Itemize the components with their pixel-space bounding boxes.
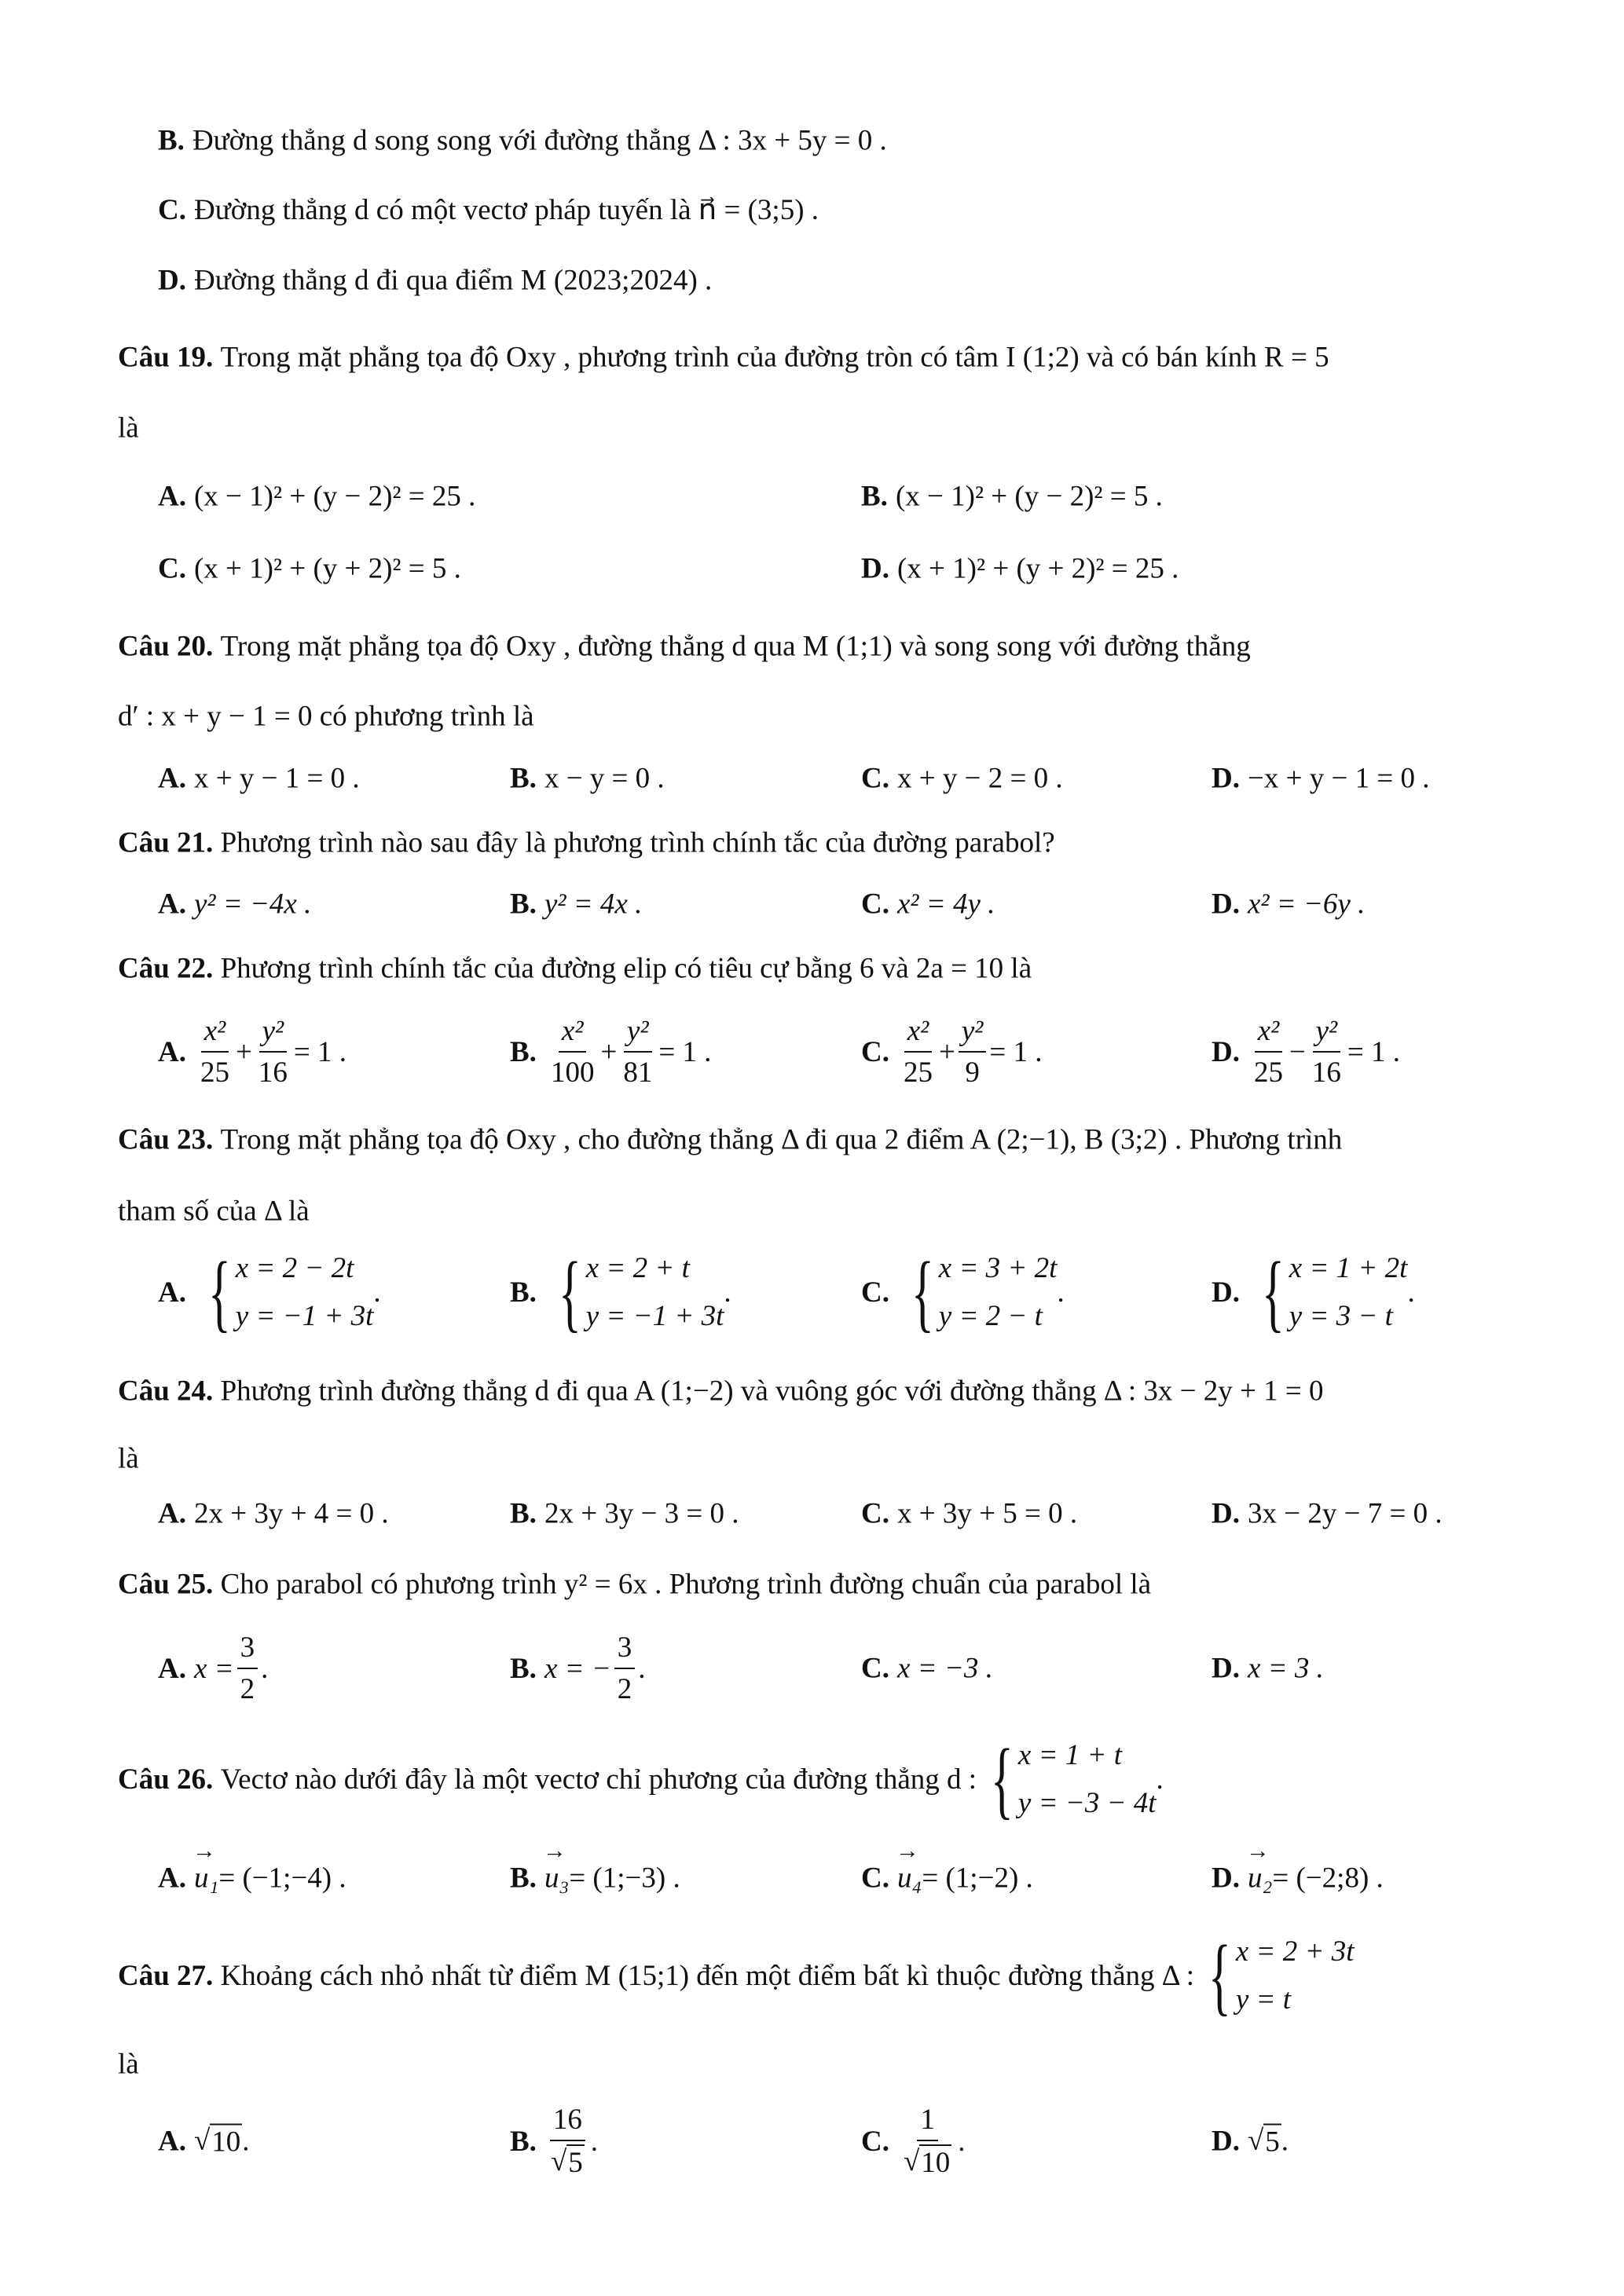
option-label: C. — [861, 1652, 889, 1685]
option-label: C. — [861, 1862, 889, 1895]
brace-icon: { — [1261, 1244, 1285, 1340]
prev-option-d — [158, 264, 712, 298]
numerator: x² — [559, 1014, 587, 1053]
punctuation: . — [261, 1652, 269, 1685]
numerator: y² — [259, 1014, 288, 1053]
numerator: 3 — [237, 1631, 258, 1669]
question-27-stem-cont: là — [118, 2048, 139, 2081]
question-20-stem-cont: d′ : x + y − 1 = 0 có phương trình là — [118, 700, 534, 733]
option-text: 2x + 3y + 4 = 0 . — [193, 1497, 389, 1530]
radicand: 5 — [1263, 2124, 1281, 2159]
option-text: = (−1;−4) . — [218, 1862, 346, 1895]
radical-icon: √ — [903, 2145, 920, 2177]
option-text: (x + 1)² + (y + 2)² = 25 . — [896, 552, 1179, 585]
option-text: x = 3 . — [1247, 1652, 1324, 1685]
q21-option-a — [158, 888, 311, 921]
option-label: C. — [861, 2125, 889, 2158]
option-label: B. — [510, 1497, 537, 1530]
question-20-stem — [118, 630, 1251, 664]
radicand: 5 — [566, 2144, 585, 2180]
option-label: D. — [1212, 1035, 1240, 1068]
question-19-stem — [118, 341, 1329, 375]
equation-system — [549, 1244, 724, 1340]
radical-icon: √ — [1247, 2124, 1264, 2157]
option-label: C. — [861, 1035, 889, 1068]
equation-row: y = −3 − 4t — [1017, 1787, 1157, 1819]
option-label: D. — [1212, 1862, 1240, 1895]
q24-option-c — [861, 1497, 1077, 1531]
punctuation: . — [373, 1276, 381, 1309]
option-label: A. — [158, 1652, 186, 1685]
denominator: 16 — [1311, 1056, 1341, 1089]
question-text: Khoảng cách nhỏ nhất từ điểm M (15;1) đến một điểm bất kì thuộc đường thẳng Δ : — [220, 1959, 1195, 1992]
fraction — [1309, 1014, 1344, 1089]
question-21-stem — [118, 826, 1055, 860]
option-text: = (1;−2) . — [922, 1862, 1033, 1895]
numerator: x² — [904, 1014, 933, 1053]
option-label: A. — [158, 762, 186, 795]
option-label: A. — [158, 1276, 186, 1309]
question-text: Trong mặt phẳng tọa độ Oxy , cho đường thẳng Δ đi qua 2 điểm A (2;−1), B (3;2) . Phương trình — [220, 1123, 1343, 1156]
equation-row: x = 1 + 2t — [1289, 1252, 1408, 1284]
square-root — [900, 2141, 955, 2180]
q22-option-b — [510, 1014, 711, 1089]
brace-icon: { — [990, 1731, 1014, 1827]
option-text: 2x + 3y − 3 = 0 . — [544, 1497, 739, 1530]
brace-icon: { — [1208, 1928, 1231, 2023]
equation-system — [1252, 1244, 1408, 1340]
option-label: D. — [1212, 1276, 1240, 1309]
option-text: x + y − 1 = 0 . — [193, 762, 360, 795]
radical-icon: √ — [193, 2124, 211, 2157]
equation-row: x = 2 + t — [585, 1252, 690, 1284]
question-23-stem-cont: tham số của Δ là — [118, 1195, 310, 1228]
q23-option-b — [510, 1244, 731, 1340]
numerator: y² — [959, 1014, 987, 1053]
option-text: 3x − 2y − 7 = 0 . — [1247, 1497, 1443, 1530]
fraction — [548, 1014, 598, 1089]
option-label: C. — [158, 552, 186, 585]
q22-option-c — [861, 1014, 1043, 1089]
numerator: y² — [624, 1014, 652, 1053]
q21-option-d — [1212, 888, 1365, 921]
option-text: (x − 1)² + (y − 2)² = 5 . — [895, 480, 1163, 513]
q19-option-b — [861, 480, 1163, 514]
vector-symbol: → u₂ — [1248, 1862, 1272, 1895]
rhs: = 1 . — [1347, 1035, 1400, 1068]
numerator: 3 — [614, 1631, 636, 1669]
square-root — [194, 2124, 242, 2159]
fraction — [255, 1014, 291, 1089]
vector-symbol: → u₁ — [194, 1862, 218, 1895]
option-label: C. — [861, 1497, 889, 1530]
question-number: Câu 27. — [118, 1959, 214, 1992]
operator: + — [600, 1035, 618, 1068]
q26-option-d — [1212, 1862, 1384, 1895]
operator: + — [938, 1035, 955, 1068]
option-label: A. — [158, 480, 186, 513]
equation-row: y = −1 + 3t — [235, 1300, 374, 1332]
denominator: 16 — [258, 1056, 288, 1089]
denominator: 25 — [200, 1056, 229, 1089]
punctuation: . — [242, 2125, 250, 2158]
punctuation: . — [1156, 1763, 1164, 1796]
question-number: Câu 21. — [118, 826, 214, 859]
q25-option-b — [510, 1631, 646, 1706]
q19-option-a — [158, 480, 475, 514]
question-text: Phương trình đường thẳng d đi qua A (1;−2) và vuông góc với đường thẳng Δ : 3x − 2y + 1 = 0 — [220, 1375, 1324, 1408]
equation-row: y = −1 + 3t — [585, 1300, 724, 1332]
equation-row: x = 2 − 2t — [235, 1252, 354, 1284]
denominator: 2 — [240, 1673, 255, 1705]
q20-option-d — [1212, 762, 1429, 796]
option-label: B. — [158, 124, 185, 157]
option-text: y² = 4x . — [544, 888, 643, 921]
numerator: y² — [1313, 1014, 1341, 1053]
question-25-stem — [118, 1568, 1151, 1602]
option-text: x² = 4y . — [896, 888, 995, 921]
operator: + — [235, 1035, 252, 1068]
punctuation: . — [1057, 1276, 1065, 1309]
q19-option-d — [861, 552, 1179, 586]
q19-option-c — [158, 552, 461, 586]
q23-option-c — [861, 1244, 1065, 1340]
punctuation: . — [1281, 2125, 1289, 2158]
equation-row: x = 2 + 3t — [1235, 1935, 1355, 1968]
option-label: D. — [1212, 2125, 1240, 2158]
fraction — [614, 1631, 636, 1706]
option-label: A. — [158, 1862, 186, 1895]
question-text: Vectơ nào dưới đây là một vectơ chỉ phương của đường thẳng d : — [220, 1763, 977, 1796]
question-24-stem-cont: là — [118, 1442, 139, 1475]
question-27-stem — [118, 1928, 1355, 2023]
option-label: C. — [861, 888, 889, 921]
option-label: C. — [861, 1276, 889, 1309]
fraction — [959, 1014, 987, 1089]
q24-option-b — [510, 1497, 739, 1531]
prev-option-b — [158, 124, 887, 158]
option-label: D. — [1212, 762, 1240, 795]
square-root — [1248, 2124, 1281, 2159]
option-text: Đường thẳng d có một vectơ pháp tuyến là n⃗ = (3;5) . — [193, 194, 819, 226]
q23-option-d — [1212, 1244, 1415, 1340]
punctuation: . — [590, 2125, 598, 2158]
prev-option-c — [158, 192, 819, 227]
option-text: = (1;−3) . — [569, 1862, 680, 1895]
equation-row: x = 3 + 2t — [938, 1252, 1058, 1284]
question-number: Câu 24. — [118, 1375, 214, 1408]
denominator: 100 — [550, 1056, 595, 1089]
option-text: x = — [193, 1652, 234, 1685]
square-root — [548, 2141, 588, 2180]
q21-option-c — [861, 888, 995, 921]
option-text: x + 3y + 5 = 0 . — [896, 1497, 1078, 1530]
equation-system — [981, 1731, 1157, 1827]
fraction — [548, 2103, 588, 2180]
question-19-stem-cont: là — [118, 412, 139, 445]
numerator: 1 — [917, 2103, 938, 2141]
option-text: x − y = 0 . — [544, 762, 665, 795]
punctuation: . — [958, 2125, 966, 2158]
numerator: x² — [201, 1014, 229, 1053]
question-26-stem — [118, 1731, 1164, 1827]
q25-option-a — [158, 1631, 268, 1706]
q20-option-a — [158, 762, 360, 796]
denominator: 25 — [903, 1056, 933, 1089]
option-label: C. — [158, 193, 186, 226]
radicand: 10 — [919, 2144, 951, 2180]
vector-symbol: → u₃ — [544, 1862, 569, 1895]
equation-row: y = t — [1235, 1983, 1292, 2016]
punctuation: . — [724, 1276, 731, 1309]
option-label: B. — [510, 1862, 537, 1895]
q20-option-b — [510, 762, 665, 796]
q22-option-a — [158, 1014, 346, 1089]
q25-option-c — [861, 1652, 993, 1686]
question-number: Câu 23. — [118, 1123, 214, 1156]
question-number: Câu 26. — [118, 1763, 214, 1796]
fraction — [237, 1631, 258, 1706]
q20-option-c — [861, 762, 1063, 796]
option-text: (x − 1)² + (y − 2)² = 25 . — [193, 480, 476, 513]
option-text: = (−2;8) . — [1272, 1862, 1384, 1895]
question-text: Trong mặt phẳng tọa độ Oxy , đường thẳng d qua M (1;1) và song song với đường thẳng — [220, 630, 1251, 663]
option-text: −x + y − 1 = 0 . — [1247, 762, 1430, 795]
q26-option-c — [861, 1862, 1033, 1895]
brace-icon: { — [558, 1244, 581, 1340]
denominator: 2 — [617, 1673, 632, 1705]
fraction — [197, 1014, 233, 1089]
question-23-stem — [118, 1123, 1342, 1157]
q27-option-a — [158, 2124, 250, 2159]
q27-option-d — [1212, 2124, 1289, 2159]
q23-option-a — [158, 1244, 381, 1340]
option-label: D. — [861, 552, 889, 585]
denominator: 25 — [1253, 1056, 1283, 1089]
q26-option-a — [158, 1862, 346, 1895]
q27-option-b — [510, 2103, 598, 2180]
radicand: 10 — [210, 2124, 242, 2159]
question-text: Phương trình nào sau đây là phương trình chính tắc của đường parabol? — [220, 826, 1055, 859]
equation-row: x = 1 + t — [1017, 1739, 1123, 1771]
option-text: (x + 1)² + (y + 2)² = 5 . — [193, 552, 461, 585]
option-text: Đường thẳng d đi qua điểm M (2023;2024) . — [193, 264, 713, 297]
equation-system — [1199, 1928, 1355, 2023]
question-number: Câu 19. — [118, 341, 214, 374]
q22-option-d — [1212, 1014, 1400, 1089]
question-text: Phương trình chính tắc của đường elip có tiêu cự bằng 6 và 2a = 10 là — [220, 952, 1032, 985]
q27-option-c — [861, 2103, 966, 2180]
option-text: Đường thẳng d song song với đường thẳng Δ : 3x + 5y = 0 . — [192, 124, 887, 157]
q24-option-a — [158, 1497, 389, 1531]
operator: − — [1289, 1035, 1306, 1068]
option-label: B. — [510, 1276, 537, 1309]
question-number: Câu 20. — [118, 630, 214, 663]
option-label: A. — [158, 2125, 186, 2158]
option-text: y² = −4x . — [193, 888, 312, 921]
option-label: B. — [510, 1035, 537, 1068]
rhs: = 1 . — [989, 1035, 1043, 1068]
q21-option-b — [510, 888, 642, 921]
option-label: A. — [158, 888, 186, 921]
radical-icon: √ — [550, 2145, 567, 2177]
question-number: Câu 22. — [118, 952, 214, 985]
rhs: = 1 . — [658, 1035, 712, 1068]
question-22-stem — [118, 952, 1032, 986]
option-text: x = − — [544, 1652, 611, 1685]
numerator: 16 — [550, 2103, 585, 2141]
vector-symbol: → u₄ — [897, 1862, 922, 1895]
option-label: A. — [158, 1035, 186, 1068]
brace-icon: { — [207, 1244, 231, 1340]
brace-icon: { — [911, 1244, 934, 1340]
equation-row: y = 3 − t — [1289, 1300, 1393, 1332]
option-label: D. — [1212, 1652, 1240, 1685]
numerator: x² — [1255, 1014, 1283, 1053]
rhs: = 1 . — [293, 1035, 346, 1068]
option-label: B. — [861, 480, 888, 513]
fraction — [620, 1014, 655, 1089]
option-label: B. — [510, 888, 537, 921]
equation-system — [199, 1244, 374, 1340]
denominator: 9 — [965, 1056, 980, 1089]
equation-system — [902, 1244, 1058, 1340]
option-label: A. — [158, 1497, 186, 1530]
question-text: Cho parabol có phương trình y² = 6x . Phương trình đường chuẩn của parabol là — [220, 1568, 1152, 1601]
question-text: Trong mặt phẳng tọa độ Oxy , phương trình của đường tròn có tâm I (1;2) và có bán kính R = 5 — [220, 341, 1329, 374]
q26-option-b — [510, 1862, 680, 1895]
option-label: D. — [1212, 1497, 1240, 1530]
option-label: B. — [510, 1652, 537, 1685]
q25-option-d — [1212, 1652, 1324, 1686]
option-text: x = −3 . — [896, 1652, 993, 1685]
question-number: Câu 25. — [118, 1568, 214, 1601]
punctuation: . — [1407, 1276, 1415, 1309]
q24-option-d — [1212, 1497, 1443, 1531]
option-label: B. — [510, 762, 537, 795]
option-text: x² = −6y . — [1247, 888, 1366, 921]
fraction — [1251, 1014, 1286, 1089]
fraction — [900, 2103, 955, 2180]
fraction — [900, 1014, 936, 1089]
denominator: 81 — [623, 1056, 653, 1089]
option-label: D. — [158, 264, 186, 297]
option-label: B. — [510, 2125, 537, 2158]
option-text: x + y − 2 = 0 . — [896, 762, 1063, 795]
punctuation: . — [638, 1652, 646, 1685]
option-label: D. — [1212, 888, 1240, 921]
question-24-stem — [118, 1375, 1324, 1408]
equation-row: y = 2 − t — [938, 1300, 1043, 1332]
option-label: C. — [861, 762, 889, 795]
